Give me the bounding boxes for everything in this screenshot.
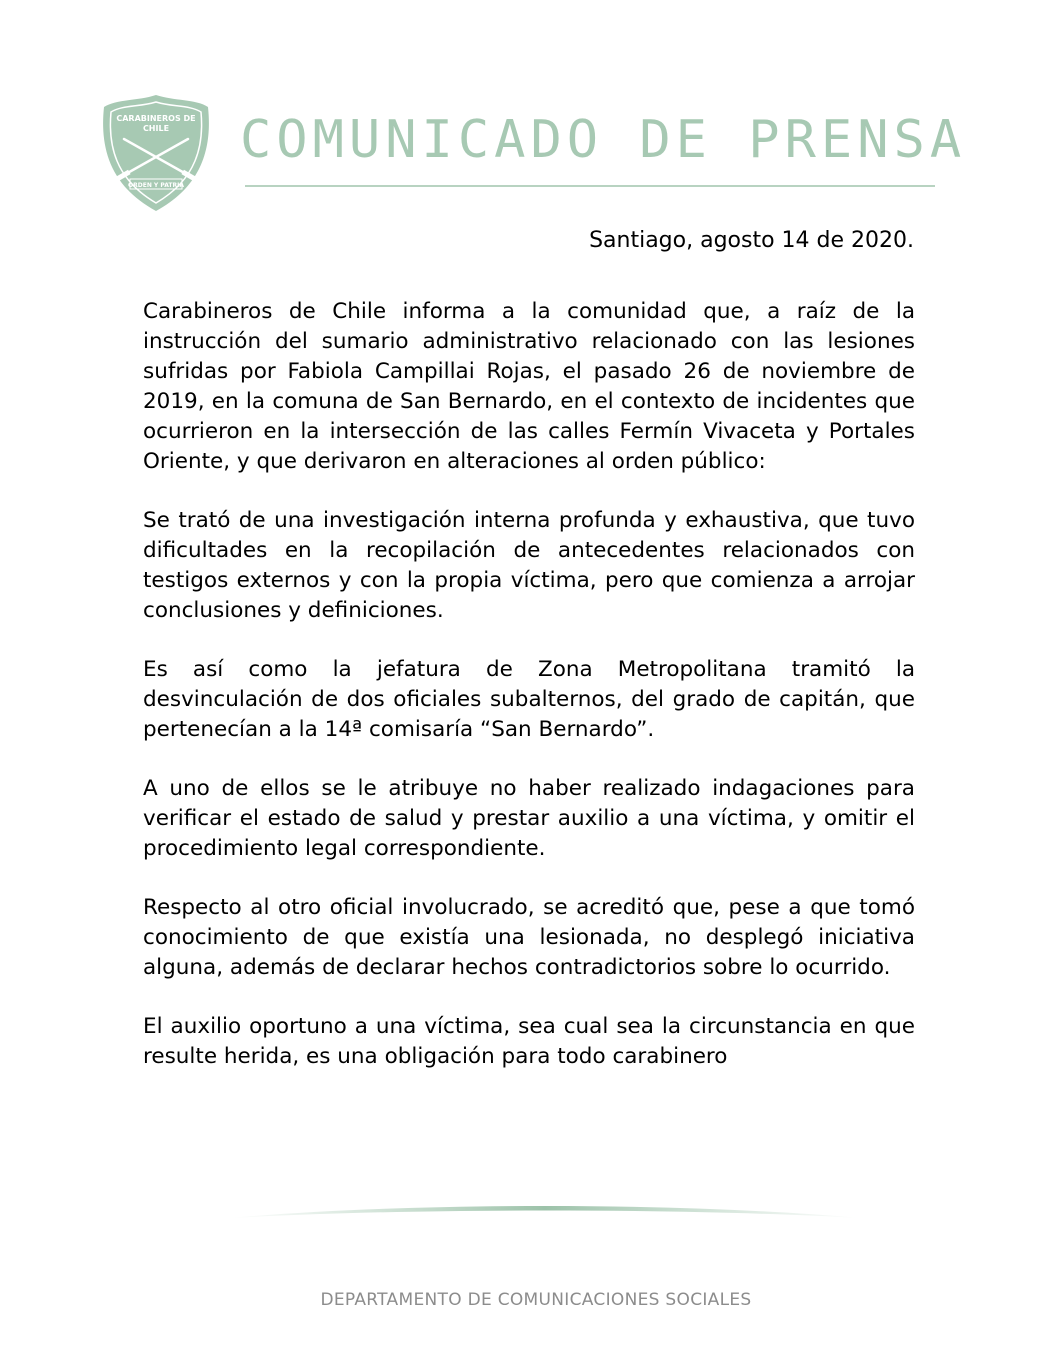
document-date: Santiago, agosto 14 de 2020. [589,228,914,253]
paragraph: Es así como la jefatura de Zona Metropolitana tramitó la desvinculación de dos oficiales subalternos, del grado de capitán, que pertenecían a la 14ª comisaría “San Bernardo”. [143,657,915,742]
paragraph: A uno de ellos se le atribuye no haber realizado indagaciones para verificar el estado de salud y prestar auxilio a una víctima, y omitir el procedimiento legal correspondiente. [143,776,915,861]
seal-middle-text: CHILE [142,124,170,133]
carabineros-seal-logo [100,93,212,213]
footer-department: DEPARTAMENTO DE COMUNICACIONES SOCIALES [320,1290,752,1310]
paragraph: El auxilio oportuno a una víctima, sea cual sea la circunstancia en que resulte herida, es una obligación para todo carabinero [143,1014,915,1069]
paragraph: Carabineros de Chile informa a la comunidad que, a raíz de la instrucción del sumario administrativo relacionado con las lesiones sufridas por Fabiola Campillai Rojas, el pasado 26 de noviembre de 2019, en la comuna de San Bernardo, en el contexto de incidentes que ocurrieron en la intersección de las calles Fermín Vivaceta y Portales Oriente, y que derivaron en alteraciones al orden público: [143,299,915,474]
paragraph: Se trató de una investigación interna profunda y exhaustiva, que tuvo dificultades en la recopilación de antecedentes relacionados con testigos externos y con la propia víctima, pero que comienza a arrojar conclusiones y definiciones. [143,508,915,623]
seal-top-text: CARABINEROS DE [116,114,196,123]
document-title: COMUNICADO DE PRENSA [240,110,967,170]
header-divider [245,185,935,187]
seal-motto-text: ORDEN Y PATRIA [128,182,184,189]
paragraph: Respecto al otro oficial involucrado, se acreditó que, pese a que tomó conocimiento de que existía una lesionada, no desplegó iniciativa alguna, además de declarar hechos contradictorios sobre lo ocurrido. [143,895,915,980]
document-body [143,297,915,1101]
footer-swoosh-divider [230,1196,860,1226]
